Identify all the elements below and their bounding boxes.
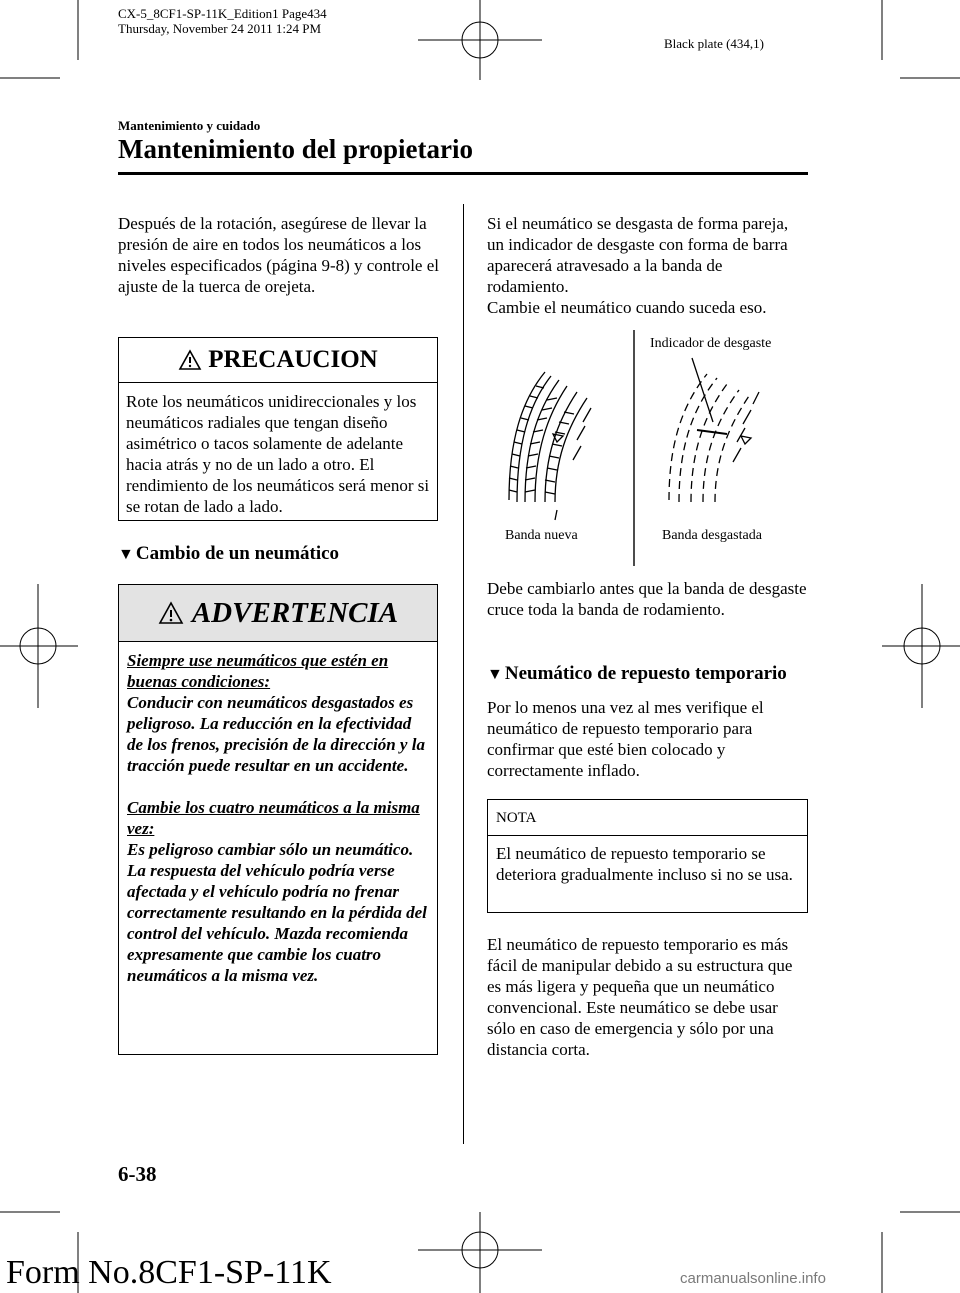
caution-text: Rote los neumáticos unidireccionales y los neumáticos radiales que tengan diseño asimétrico o tacos solamente de adelante hacia atrás y no de un lado a otro. El rendimiento de los neumáticos será menor si se rotan de lado a lado. bbox=[126, 392, 430, 516]
form-number: Form No.8CF1-SP-11K bbox=[6, 1254, 332, 1291]
right-intro-paragraph bbox=[487, 213, 807, 318]
figure-label-worn: Banda desgastada bbox=[662, 528, 762, 543]
figure-label-indicator: Indicador de desgaste bbox=[650, 336, 772, 351]
figure-label-new: Banda nueva bbox=[505, 528, 578, 543]
spare-paragraph: Por lo menos una vez al mes verifique el neumático de repuesto temporario para confirmar que esté bien colocado y correctamente inflado. bbox=[487, 698, 764, 780]
warning-p1-text: Conducir con neumáticos desgastados es peligroso. La reducción en la efectividad de los frenos, precisión de la dirección y la tracción puede resultar en un accidente. bbox=[127, 693, 425, 775]
print-info-line2: Thursday, November 24 2011 1:24 PM bbox=[118, 21, 322, 36]
caution-box bbox=[118, 337, 438, 521]
section-label: Mantenimiento y cuidado bbox=[118, 118, 261, 133]
subheading-tire-change bbox=[118, 543, 339, 565]
warning-box bbox=[118, 584, 438, 1055]
closing-paragraph: El neumático de repuesto temporario es más fácil de manipular debido a su estructura que es más ligera y pequeña que un neumático convencional. Este neumático se debe usar sólo en caso de emergencia y sólo por una distancia corta. bbox=[487, 935, 793, 1059]
warning-header bbox=[119, 585, 437, 642]
warning-p2-text: Es peligroso cambiar sólo un neumático. La respuesta del vehículo podría verse afectada y el vehículo podría no frenar correctamente resultando en la pérdida del control del vehículo. Mazda recomienda expresamente que cambie los cuatro neumáticos a la misma vez. bbox=[127, 840, 427, 985]
warning-title: ADVERTENCIA bbox=[191, 596, 399, 629]
page-number: 6-38 bbox=[118, 1162, 157, 1186]
column-divider bbox=[463, 204, 464, 1144]
note-title: NOTA bbox=[488, 800, 807, 836]
after-figure-paragraph: Debe cambiarlo antes que la banda de desgaste cruce toda la banda de rodamiento. bbox=[487, 579, 807, 619]
warning-triangle-icon bbox=[158, 601, 184, 625]
caution-header bbox=[119, 338, 437, 383]
watermark: carmanualsonline.info bbox=[680, 1270, 826, 1287]
title-rule bbox=[118, 172, 808, 175]
note-box bbox=[487, 799, 808, 913]
warning-triangle-icon bbox=[178, 349, 202, 371]
caution-title: PRECAUCION bbox=[208, 346, 378, 373]
print-info-line1: CX-5_8CF1-SP-11K_Edition1 Page434 bbox=[118, 6, 327, 21]
subheading-spare-tire-label: Neumático de repuesto temporario bbox=[504, 663, 787, 684]
tread-wear-figure bbox=[487, 330, 807, 570]
triangle-bullet-icon: ▼ bbox=[118, 546, 134, 563]
subheading-spare-tire bbox=[487, 663, 787, 685]
right-intro-line1: Si el neumático se desgasta de forma pareja, un indicador de desgaste con forma de barra aparecerá atravesado a la banda de rodamiento. bbox=[487, 214, 789, 296]
left-intro-paragraph: Después de la rotación, asegúrese de llevar la presión de aire en todos los neumáticos a los niveles especificados (página 9-8) y controle el ajuste de la tuerca de orejeta. bbox=[118, 214, 439, 296]
plate-label: Black plate (434,1) bbox=[664, 36, 764, 51]
warning-text bbox=[119, 642, 437, 986]
warning-p1-heading: Siempre use neumáticos que estén en buenas condiciones: bbox=[127, 651, 389, 691]
warning-p2-heading: Cambie los cuatro neumáticos a la misma vez: bbox=[127, 798, 420, 838]
right-intro-line2: Cambie el neumático cuando suceda eso. bbox=[487, 298, 767, 317]
page-title: Mantenimiento del propietario bbox=[118, 134, 473, 164]
triangle-bullet-icon: ▼ bbox=[487, 666, 503, 683]
note-text: El neumático de repuesto temporario se deteriora gradualmente incluso si no se usa. bbox=[496, 844, 793, 884]
print-info bbox=[118, 6, 327, 36]
subheading-tire-change-label: Cambio de un neumático bbox=[135, 543, 340, 564]
